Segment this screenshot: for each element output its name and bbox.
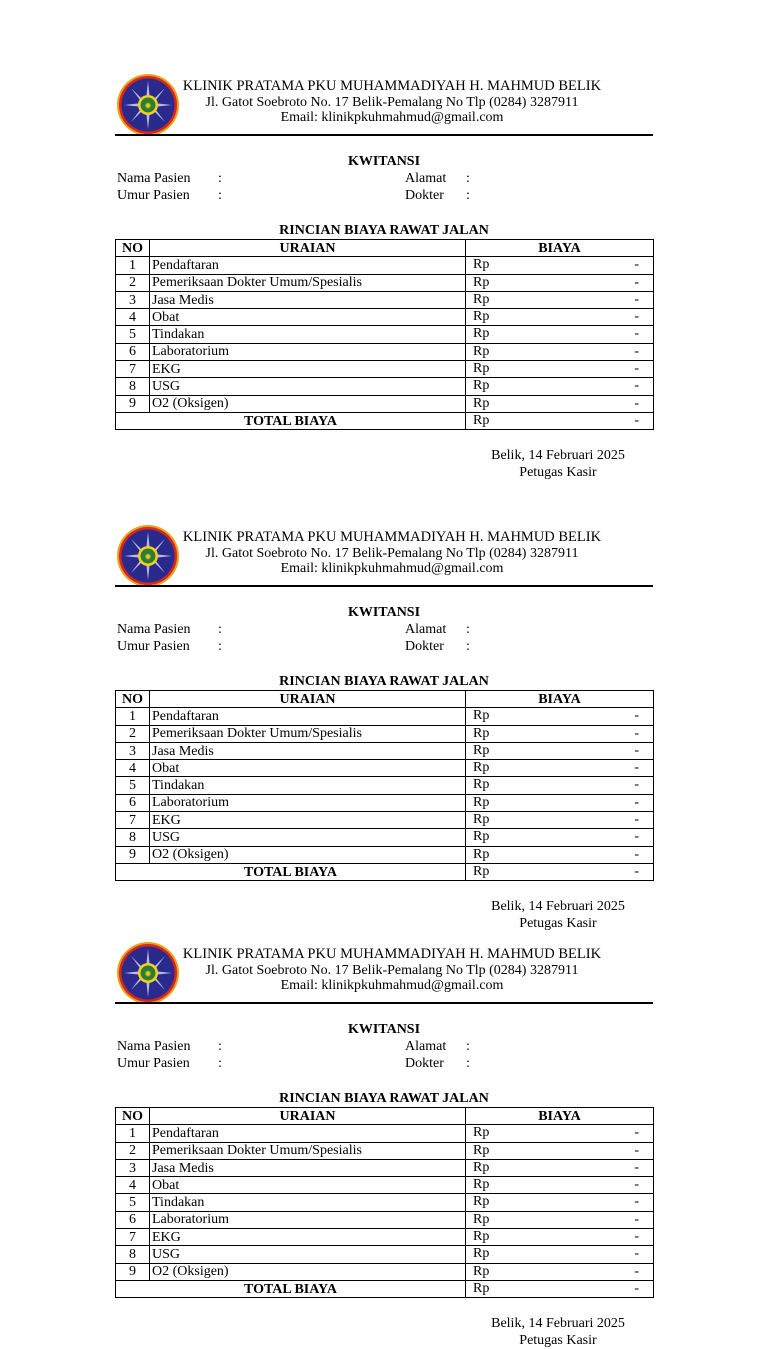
row-description: EKG <box>150 1229 466 1246</box>
table-row <box>116 1159 654 1176</box>
row-number: 1 <box>116 257 150 274</box>
row-description: EKG <box>150 361 466 378</box>
row-number: 1 <box>116 708 150 725</box>
header-divider <box>115 134 653 136</box>
row-description: Obat <box>150 309 466 326</box>
row-amount: - <box>634 725 639 741</box>
row-currency: Rp <box>473 760 490 776</box>
row-number: 8 <box>116 829 150 846</box>
table-row <box>116 343 654 360</box>
alamat-colon: : <box>466 171 470 186</box>
row-description: Tindakan <box>150 1194 466 1211</box>
signer-title: Petugas Kasir <box>519 465 597 480</box>
table-row <box>116 1142 654 1159</box>
row-cost-cell <box>466 1159 654 1176</box>
alamat-colon: : <box>466 622 470 637</box>
row-amount: - <box>634 361 639 377</box>
row-number: 5 <box>116 1194 150 1211</box>
umur-pasien-colon: : <box>218 639 222 654</box>
row-description: Pendaftaran <box>150 1125 466 1142</box>
row-currency: Rp <box>473 274 490 290</box>
clinic-email: Email: klinikpkuhmahmud@gmail.com <box>280 110 504 125</box>
row-number: 6 <box>116 1211 150 1228</box>
row-amount: - <box>634 1159 639 1175</box>
row-currency: Rp <box>473 1229 490 1245</box>
row-description: Laboratorium <box>150 1211 466 1228</box>
row-number: 2 <box>116 1142 150 1159</box>
table-row <box>116 708 654 725</box>
row-amount: - <box>634 1177 639 1193</box>
row-cost-cell <box>466 725 654 742</box>
table-row <box>116 1229 654 1246</box>
row-amount: - <box>634 274 639 290</box>
table-row <box>116 725 654 742</box>
column-header-biaya: BIAYA <box>466 240 654 257</box>
total-row <box>116 1280 654 1297</box>
row-number: 8 <box>116 378 150 395</box>
row-currency: Rp <box>473 1211 490 1227</box>
row-cost-cell <box>466 812 654 829</box>
header-divider <box>115 1002 653 1004</box>
clinic-name: KLINIK PRATAMA PKU MUHAMMADIYAH H. MAHMUD BELIK <box>182 946 602 962</box>
row-number: 9 <box>116 1263 150 1280</box>
column-header-no: NO <box>116 1108 150 1125</box>
table-header-row <box>116 1108 654 1125</box>
umur-pasien-label: Umur Pasien <box>117 188 190 203</box>
row-currency: Rp <box>473 829 490 845</box>
row-description: Laboratorium <box>150 794 466 811</box>
row-number: 4 <box>116 309 150 326</box>
row-cost-cell <box>466 1211 654 1228</box>
row-currency: Rp <box>473 1246 490 1262</box>
row-description: Laboratorium <box>150 343 466 360</box>
table-row <box>116 309 654 326</box>
cost-table <box>115 239 654 430</box>
row-currency: Rp <box>473 378 490 394</box>
clinic-address: Jl. Gatot Soebroto No. 17 Belik-Pemalang No Tlp (0284) 3287911 <box>205 963 579 978</box>
row-cost-cell <box>466 742 654 759</box>
column-header-uraian: URAIAN <box>150 1108 466 1125</box>
section-title: RINCIAN BIAYA RAWAT JALAN <box>279 1091 489 1106</box>
row-currency: Rp <box>473 1194 490 1210</box>
row-cost-cell <box>466 291 654 308</box>
table-row <box>116 257 654 274</box>
receipt-title: KWITANSI <box>347 154 421 169</box>
nama-pasien-colon: : <box>218 1039 222 1054</box>
row-description: USG <box>150 829 466 846</box>
receipt-title: KWITANSI <box>347 1022 421 1037</box>
table-row <box>116 395 654 412</box>
header-divider <box>115 585 653 587</box>
column-header-uraian: URAIAN <box>150 240 466 257</box>
row-amount: - <box>634 829 639 845</box>
total-cost-cell <box>466 1280 654 1297</box>
row-number: 8 <box>116 1246 150 1263</box>
row-currency: Rp <box>473 812 490 828</box>
section-title: RINCIAN BIAYA RAWAT JALAN <box>279 674 489 689</box>
table-row <box>116 378 654 395</box>
nama-pasien-label: Nama Pasien <box>117 171 191 186</box>
clinic-name: KLINIK PRATAMA PKU MUHAMMADIYAH H. MAHMUD BELIK <box>182 78 602 94</box>
row-description: USG <box>150 1246 466 1263</box>
row-cost-cell <box>466 1246 654 1263</box>
dokter-colon: : <box>466 1056 470 1071</box>
table-row <box>116 1211 654 1228</box>
receipt-date: Belik, 14 Februari 2025 <box>491 1316 625 1331</box>
clinic-header <box>115 78 653 138</box>
row-currency: Rp <box>473 291 490 307</box>
section-title: RINCIAN BIAYA RAWAT JALAN <box>279 223 489 238</box>
table-row <box>116 361 654 378</box>
row-number: 5 <box>116 777 150 794</box>
clinic-address: Jl. Gatot Soebroto No. 17 Belik-Pemalang No Tlp (0284) 3287911 <box>205 95 579 110</box>
total-amount: - <box>634 412 639 428</box>
row-cost-cell <box>466 274 654 291</box>
row-amount: - <box>634 395 639 411</box>
column-header-biaya: BIAYA <box>466 691 654 708</box>
row-description: Pemeriksaan Dokter Umum/Spesialis <box>150 1142 466 1159</box>
row-number: 3 <box>116 1159 150 1176</box>
row-description: O2 (Oksigen) <box>150 846 466 863</box>
clinic-name: KLINIK PRATAMA PKU MUHAMMADIYAH H. MAHMUD BELIK <box>182 529 602 545</box>
row-number: 9 <box>116 395 150 412</box>
row-currency: Rp <box>473 708 490 724</box>
row-cost-cell <box>466 309 654 326</box>
total-currency: Rp <box>473 412 490 428</box>
nama-pasien-label: Nama Pasien <box>117 1039 191 1054</box>
column-header-no: NO <box>116 691 150 708</box>
total-currency: Rp <box>473 1280 490 1296</box>
total-label: TOTAL BIAYA <box>116 863 466 880</box>
row-number: 2 <box>116 725 150 742</box>
row-currency: Rp <box>473 1142 490 1158</box>
table-row <box>116 326 654 343</box>
row-number: 4 <box>116 760 150 777</box>
row-currency: Rp <box>473 395 490 411</box>
row-cost-cell <box>466 777 654 794</box>
row-description: Pendaftaran <box>150 708 466 725</box>
row-cost-cell <box>466 1177 654 1194</box>
row-number: 1 <box>116 1125 150 1142</box>
receipt <box>0 78 768 529</box>
row-number: 7 <box>116 812 150 829</box>
row-amount: - <box>634 1142 639 1158</box>
row-description: O2 (Oksigen) <box>150 1263 466 1280</box>
row-amount: - <box>634 1263 639 1279</box>
row-currency: Rp <box>473 1263 490 1279</box>
alamat-label: Alamat <box>405 171 447 186</box>
column-header-no: NO <box>116 240 150 257</box>
row-number: 6 <box>116 343 150 360</box>
total-amount: - <box>634 863 639 879</box>
row-cost-cell <box>466 343 654 360</box>
row-amount: - <box>634 760 639 776</box>
row-amount: - <box>634 291 639 307</box>
table-header-row <box>116 691 654 708</box>
total-label: TOTAL BIAYA <box>116 412 466 429</box>
receipt-date: Belik, 14 Februari 2025 <box>491 899 625 914</box>
row-description: O2 (Oksigen) <box>150 395 466 412</box>
row-amount: - <box>634 1246 639 1262</box>
column-header-uraian: URAIAN <box>150 691 466 708</box>
receipt <box>0 946 768 1348</box>
table-row <box>116 742 654 759</box>
row-number: 7 <box>116 1229 150 1246</box>
clinic-address: Jl. Gatot Soebroto No. 17 Belik-Pemalang No Tlp (0284) 3287911 <box>205 546 579 561</box>
table-row <box>116 1125 654 1142</box>
clinic-email: Email: klinikpkuhmahmud@gmail.com <box>280 978 504 993</box>
row-number: 9 <box>116 846 150 863</box>
row-description: Obat <box>150 760 466 777</box>
row-description: Jasa Medis <box>150 291 466 308</box>
table-row <box>116 794 654 811</box>
dokter-colon: : <box>466 188 470 203</box>
row-currency: Rp <box>473 846 490 862</box>
row-cost-cell <box>466 326 654 343</box>
row-currency: Rp <box>473 742 490 758</box>
row-amount: - <box>634 1194 639 1210</box>
nama-pasien-label: Nama Pasien <box>117 622 191 637</box>
row-cost-cell <box>466 1142 654 1159</box>
column-header-biaya: BIAYA <box>466 1108 654 1125</box>
table-row <box>116 1177 654 1194</box>
row-amount: - <box>634 326 639 342</box>
alamat-colon: : <box>466 1039 470 1054</box>
row-currency: Rp <box>473 777 490 793</box>
umur-pasien-label: Umur Pasien <box>117 639 190 654</box>
row-amount: - <box>634 1125 639 1141</box>
table-row <box>116 274 654 291</box>
table-row <box>116 846 654 863</box>
svg-text:✺: ✺ <box>144 552 152 562</box>
row-cost-cell <box>466 1125 654 1142</box>
row-currency: Rp <box>473 361 490 377</box>
row-cost-cell <box>466 378 654 395</box>
table-header-row <box>116 240 654 257</box>
row-cost-cell <box>466 708 654 725</box>
dokter-label: Dokter <box>405 639 444 654</box>
alamat-label: Alamat <box>405 1039 447 1054</box>
row-description: USG <box>150 378 466 395</box>
row-currency: Rp <box>473 794 490 810</box>
row-amount: - <box>634 1211 639 1227</box>
total-row <box>116 863 654 880</box>
total-currency: Rp <box>473 863 490 879</box>
row-description: Jasa Medis <box>150 1159 466 1176</box>
table-row <box>116 1194 654 1211</box>
row-number: 3 <box>116 291 150 308</box>
row-amount: - <box>634 812 639 828</box>
umur-pasien-colon: : <box>218 1056 222 1071</box>
row-description: Tindakan <box>150 326 466 343</box>
row-number: 6 <box>116 794 150 811</box>
alamat-label: Alamat <box>405 622 447 637</box>
row-amount: - <box>634 777 639 793</box>
total-label: TOTAL BIAYA <box>116 1280 466 1297</box>
row-description: Tindakan <box>150 777 466 794</box>
clinic-header <box>115 946 653 1006</box>
signer-title: Petugas Kasir <box>519 1333 597 1348</box>
umur-pasien-colon: : <box>218 188 222 203</box>
row-amount: - <box>634 378 639 394</box>
row-amount: - <box>634 343 639 359</box>
receipt-date: Belik, 14 Februari 2025 <box>491 448 625 463</box>
svg-text:✺: ✺ <box>144 969 152 979</box>
row-description: Pendaftaran <box>150 257 466 274</box>
svg-text:✺: ✺ <box>144 101 152 111</box>
row-description: Jasa Medis <box>150 742 466 759</box>
row-currency: Rp <box>473 326 490 342</box>
table-row <box>116 291 654 308</box>
table-row <box>116 829 654 846</box>
table-row <box>116 1246 654 1263</box>
clinic-header <box>115 529 653 589</box>
table-row <box>116 777 654 794</box>
table-row <box>116 1263 654 1280</box>
row-cost-cell <box>466 395 654 412</box>
table-row <box>116 760 654 777</box>
row-currency: Rp <box>473 1177 490 1193</box>
row-description: EKG <box>150 812 466 829</box>
total-cost-cell <box>466 412 654 429</box>
receipt-title: KWITANSI <box>347 605 421 620</box>
table-row <box>116 812 654 829</box>
cost-table <box>115 690 654 881</box>
umur-pasien-label: Umur Pasien <box>117 1056 190 1071</box>
row-number: 3 <box>116 742 150 759</box>
clinic-email: Email: klinikpkuhmahmud@gmail.com <box>280 561 504 576</box>
row-currency: Rp <box>473 1125 490 1141</box>
row-cost-cell <box>466 760 654 777</box>
receipt <box>0 529 768 980</box>
row-description: Pemeriksaan Dokter Umum/Spesialis <box>150 274 466 291</box>
row-amount: - <box>634 708 639 724</box>
row-currency: Rp <box>473 309 490 325</box>
row-description: Pemeriksaan Dokter Umum/Spesialis <box>150 725 466 742</box>
row-amount: - <box>634 742 639 758</box>
row-cost-cell <box>466 1194 654 1211</box>
row-number: 5 <box>116 326 150 343</box>
row-cost-cell <box>466 1229 654 1246</box>
row-currency: Rp <box>473 257 490 273</box>
row-number: 4 <box>116 1177 150 1194</box>
row-cost-cell <box>466 846 654 863</box>
row-amount: - <box>634 1229 639 1245</box>
nama-pasien-colon: : <box>218 622 222 637</box>
row-cost-cell <box>466 794 654 811</box>
row-cost-cell <box>466 257 654 274</box>
dokter-label: Dokter <box>405 188 444 203</box>
row-amount: - <box>634 257 639 273</box>
dokter-colon: : <box>466 639 470 654</box>
row-cost-cell <box>466 361 654 378</box>
row-number: 2 <box>116 274 150 291</box>
row-amount: - <box>634 846 639 862</box>
total-row <box>116 412 654 429</box>
row-cost-cell <box>466 1263 654 1280</box>
nama-pasien-colon: : <box>218 171 222 186</box>
row-description: Obat <box>150 1177 466 1194</box>
row-amount: - <box>634 794 639 810</box>
total-cost-cell <box>466 863 654 880</box>
row-currency: Rp <box>473 343 490 359</box>
cost-table <box>115 1107 654 1298</box>
dokter-label: Dokter <box>405 1056 444 1071</box>
total-amount: - <box>634 1280 639 1296</box>
signer-title: Petugas Kasir <box>519 916 597 931</box>
row-currency: Rp <box>473 1159 490 1175</box>
row-currency: Rp <box>473 725 490 741</box>
row-amount: - <box>634 309 639 325</box>
row-number: 7 <box>116 361 150 378</box>
row-cost-cell <box>466 829 654 846</box>
